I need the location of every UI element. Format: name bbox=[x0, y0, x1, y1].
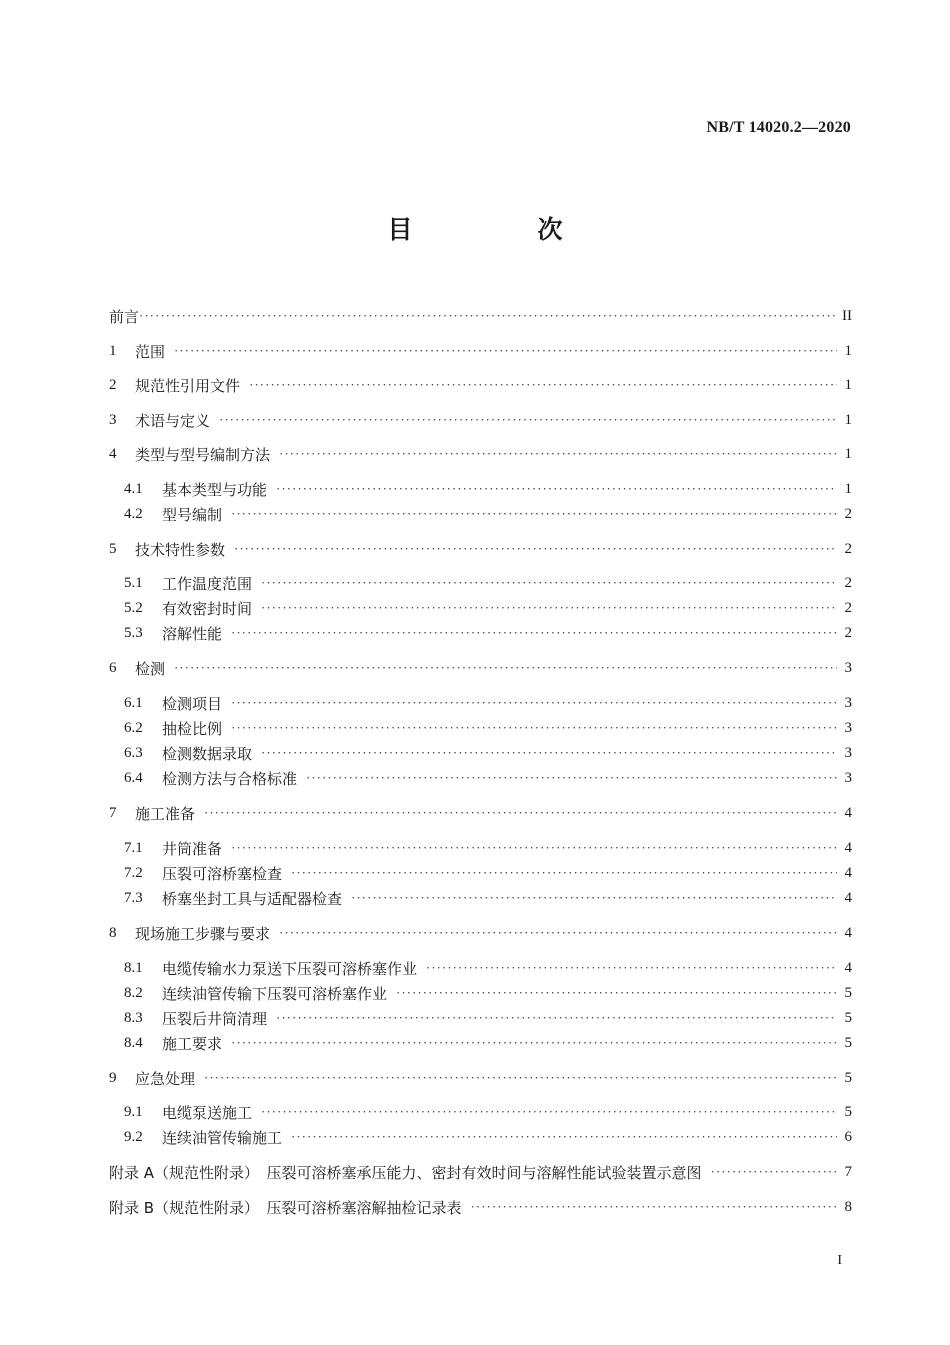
toc-page: 3 bbox=[844, 769, 852, 786]
toc-number: 7.3 bbox=[124, 889, 143, 906]
toc-entry-5-2[interactable] bbox=[124, 596, 852, 620]
toc-entry-appendix-a[interactable] bbox=[109, 1160, 852, 1184]
toc-page: 3 bbox=[844, 694, 852, 711]
dot-leader bbox=[231, 1035, 837, 1051]
toc-number: 2 bbox=[109, 376, 117, 393]
dot-leader bbox=[231, 625, 837, 641]
page-title: 目 次 bbox=[387, 215, 613, 244]
toc-entry-5-3[interactable] bbox=[124, 621, 852, 645]
toc-entry-8-2[interactable] bbox=[124, 981, 852, 1005]
toc-number: 5.3 bbox=[124, 624, 143, 641]
toc-entry-8[interactable] bbox=[109, 921, 852, 945]
dot-leader bbox=[471, 1199, 837, 1215]
toc-label: 范围 bbox=[135, 342, 166, 361]
toc-entry-9-1[interactable] bbox=[124, 1100, 852, 1124]
standard-number: NB/T 14020.2—2020 bbox=[706, 119, 851, 136]
toc-label: 抽检比例 bbox=[162, 719, 223, 738]
toc-page: 7 bbox=[844, 1163, 852, 1180]
toc-entry-4-1[interactable] bbox=[124, 477, 852, 501]
toc-label: 井筒准备 bbox=[162, 839, 223, 858]
toc-label: 检测数据录取 bbox=[162, 744, 253, 763]
toc-number: 4.2 bbox=[124, 505, 143, 522]
toc-label: 型号编制 bbox=[162, 505, 223, 524]
dot-leader bbox=[276, 481, 837, 497]
toc-number: 8.1 bbox=[124, 959, 143, 976]
toc-number: 3 bbox=[109, 411, 117, 428]
toc-number: 8.3 bbox=[124, 1009, 143, 1026]
toc-entry-8-1[interactable] bbox=[124, 956, 852, 980]
toc-label: 检测 bbox=[135, 659, 166, 678]
toc-number: 7 bbox=[109, 804, 117, 821]
toc-number: 7.2 bbox=[124, 864, 143, 881]
toc-number: 9.2 bbox=[124, 1128, 143, 1145]
dot-leader bbox=[291, 865, 837, 881]
toc-label: 压裂后井筒清理 bbox=[162, 1009, 268, 1028]
toc-number: 8 bbox=[109, 924, 117, 941]
toc-number: 6.3 bbox=[124, 744, 143, 761]
toc-number: 6.1 bbox=[124, 694, 143, 711]
toc-label: 检测项目 bbox=[162, 694, 223, 713]
toc-label: 电缆传输水力泵送下压裂可溶桥塞作业 bbox=[162, 959, 418, 978]
toc-label: 检测方法与合格标准 bbox=[162, 769, 298, 788]
toc-entry-6-3[interactable] bbox=[124, 741, 852, 765]
dot-leader bbox=[261, 1104, 837, 1120]
toc-number: 7.1 bbox=[124, 839, 143, 856]
toc-entry-7-3[interactable] bbox=[124, 886, 852, 910]
toc-page: 5 bbox=[844, 1069, 852, 1086]
dot-leader bbox=[204, 805, 837, 821]
dot-leader bbox=[249, 377, 837, 393]
toc-entry-6-4[interactable] bbox=[124, 766, 852, 790]
toc-entry-8-4[interactable] bbox=[124, 1031, 852, 1055]
dot-leader bbox=[396, 985, 837, 1001]
toc-label: 压裂可溶桥塞检查 bbox=[162, 864, 283, 883]
dot-leader bbox=[261, 575, 837, 591]
dot-leader bbox=[231, 720, 837, 736]
toc-label: 现场施工步骤与要求 bbox=[135, 924, 271, 943]
toc-page: 4 bbox=[844, 959, 852, 976]
toc-page: 2 bbox=[844, 540, 852, 557]
toc-page: 4 bbox=[844, 889, 852, 906]
toc-entry-1[interactable] bbox=[109, 339, 852, 363]
dot-leader bbox=[711, 1164, 837, 1180]
toc-page: 1 bbox=[844, 342, 852, 359]
dot-leader bbox=[174, 343, 837, 359]
toc-label: 规范性引用文件 bbox=[135, 376, 241, 395]
toc-label: 应急处理 bbox=[135, 1069, 196, 1088]
toc-page: 1 bbox=[844, 480, 852, 497]
toc-label: 术语与定义 bbox=[135, 411, 211, 430]
toc-label: 技术特性参数 bbox=[135, 540, 226, 559]
dot-leader bbox=[276, 1010, 837, 1026]
dot-leader bbox=[219, 412, 837, 428]
dot-leader bbox=[291, 1129, 837, 1145]
toc-label: 有效密封时间 bbox=[162, 599, 253, 618]
dot-leader bbox=[426, 960, 837, 976]
dot-leader bbox=[279, 925, 837, 941]
toc-entry-8-3[interactable] bbox=[124, 1006, 852, 1030]
toc-label: 溶解性能 bbox=[162, 624, 223, 643]
toc-entry-7-2[interactable] bbox=[124, 861, 852, 885]
toc-entry-6-1[interactable] bbox=[124, 691, 852, 715]
toc-number: 4 bbox=[109, 445, 117, 462]
toc-entry-6-2[interactable] bbox=[124, 716, 852, 740]
dot-leader bbox=[279, 446, 837, 462]
toc-entry-7[interactable] bbox=[109, 801, 852, 825]
toc-label: 电缆泵送施工 bbox=[162, 1103, 253, 1122]
toc-label: 连续油管传输下压裂可溶桥塞作业 bbox=[162, 984, 388, 1003]
toc-entry-7-1[interactable] bbox=[124, 836, 852, 860]
toc-label: 前言 bbox=[109, 307, 140, 326]
toc-page: 2 bbox=[844, 599, 852, 616]
toc-page: 4 bbox=[844, 839, 852, 856]
toc-page: 4 bbox=[844, 864, 852, 881]
toc-label: 工作温度范围 bbox=[162, 574, 253, 593]
toc-page: 3 bbox=[844, 719, 852, 736]
toc-label: 施工要求 bbox=[162, 1034, 223, 1053]
toc-entry-4-2[interactable] bbox=[124, 502, 852, 526]
toc-entry-foreword[interactable] bbox=[109, 304, 852, 328]
toc-number: 9.1 bbox=[124, 1103, 143, 1120]
toc-label: 桥塞坐封工具与适配器检查 bbox=[162, 889, 343, 908]
toc-label: 附录 B（规范性附录） 压裂可溶桥塞溶解抽检记录表 bbox=[109, 1198, 462, 1217]
dot-leader bbox=[204, 1070, 837, 1086]
toc-label: 基本类型与功能 bbox=[162, 480, 268, 499]
toc-entry-9[interactable] bbox=[109, 1066, 852, 1090]
toc-label: 附录 A（规范性附录） 压裂可溶桥塞承压能力、密封有效时间与溶解性能试验装置示意图 bbox=[109, 1163, 702, 1182]
toc-page: 4 bbox=[844, 924, 852, 941]
dot-leader bbox=[231, 840, 837, 856]
toc-entry-3[interactable] bbox=[109, 408, 852, 432]
toc-entry-2[interactable] bbox=[109, 373, 852, 397]
toc-page: 1 bbox=[844, 411, 852, 428]
toc-page: 6 bbox=[844, 1128, 852, 1145]
toc-number: 5 bbox=[109, 540, 117, 557]
toc-number: 8.4 bbox=[124, 1034, 143, 1051]
toc-number: 4.1 bbox=[124, 480, 143, 497]
toc-entry-5[interactable] bbox=[109, 537, 852, 561]
toc-page: 2 bbox=[844, 624, 852, 641]
toc-page: 5 bbox=[844, 1009, 852, 1026]
toc-number: 8.2 bbox=[124, 984, 143, 1001]
dot-leader bbox=[174, 660, 837, 676]
toc-page: 4 bbox=[844, 804, 852, 821]
dot-leader bbox=[231, 695, 837, 711]
dot-leader bbox=[351, 890, 837, 906]
toc-page: 3 bbox=[844, 744, 852, 761]
toc-page: II bbox=[842, 307, 852, 324]
dot-leader bbox=[139, 308, 836, 324]
toc-number: 6.4 bbox=[124, 769, 143, 786]
toc-page: 5 bbox=[844, 984, 852, 1001]
toc-page: 1 bbox=[844, 376, 852, 393]
toc-page: 2 bbox=[844, 505, 852, 522]
toc-label: 连续油管传输施工 bbox=[162, 1128, 283, 1147]
toc-label: 施工准备 bbox=[135, 804, 196, 823]
toc-entry-4[interactable] bbox=[109, 442, 852, 466]
toc-number: 5.1 bbox=[124, 574, 143, 591]
toc-number: 6 bbox=[109, 659, 117, 676]
toc-page: 1 bbox=[844, 445, 852, 462]
toc-page: 5 bbox=[844, 1103, 852, 1120]
toc-number: 9 bbox=[109, 1069, 117, 1086]
toc-page: 3 bbox=[844, 659, 852, 676]
dot-leader bbox=[234, 541, 837, 557]
toc-entry-5-1[interactable] bbox=[124, 571, 852, 595]
dot-leader bbox=[231, 506, 837, 522]
toc-number: 1 bbox=[109, 342, 117, 359]
toc-entry-9-2[interactable] bbox=[124, 1125, 852, 1149]
dot-leader bbox=[261, 745, 837, 761]
dot-leader bbox=[306, 770, 837, 786]
toc-label: 类型与型号编制方法 bbox=[135, 445, 271, 464]
toc-entry-6[interactable] bbox=[109, 656, 852, 680]
toc-page: 2 bbox=[844, 574, 852, 591]
page-number: I bbox=[837, 1253, 842, 1268]
toc-page: 8 bbox=[844, 1198, 852, 1215]
dot-leader bbox=[261, 600, 837, 616]
toc-entry-appendix-b[interactable] bbox=[109, 1195, 852, 1219]
toc-page: 5 bbox=[844, 1034, 852, 1051]
toc-number: 5.2 bbox=[124, 599, 143, 616]
toc-number: 6.2 bbox=[124, 719, 143, 736]
